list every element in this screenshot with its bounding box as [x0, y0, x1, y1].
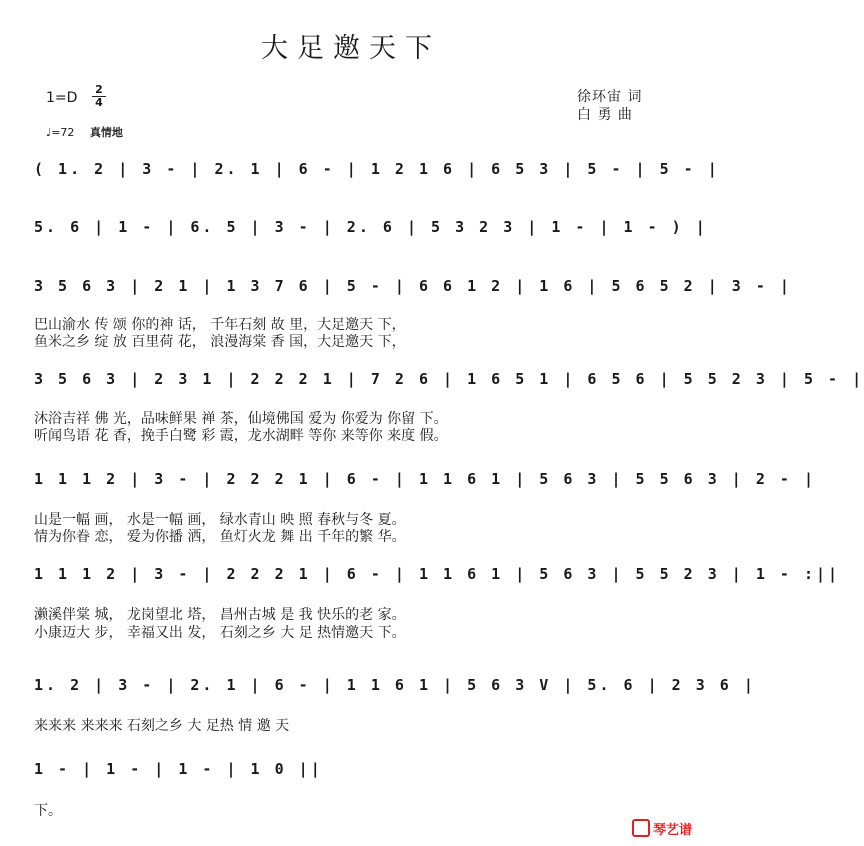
- song-title: 大足邀天下: [261, 33, 441, 64]
- tempo-value: ♩=72: [46, 126, 75, 139]
- notation-row-3: 3 5 6 3 | 2 1 | 1 3 7 6 | 5 - | 6 6 1 2 | 1 6 | 5 6 5 2 | 3 - |: [34, 277, 792, 295]
- expression-text: 真情地: [89, 126, 123, 139]
- lyric-row-3-verse-2: 鱼米之乡 绽 放 百里荷 花， 浪漫海棠 香 国，大足邀天 下，: [34, 334, 406, 350]
- time-top: 2: [95, 83, 103, 96]
- notation-row-5: 1 1 1 2 | 3 - | 2 2 2 1 | 6 - | 1 1 6 1 | 5 6 3 | 5 5 6 3 | 2 - |: [34, 470, 816, 488]
- lyric-row-5-verse-2: 情为你眷 恋， 爱为你播 洒， 鱼灯火龙 舞 出 千年的繁 华。: [34, 529, 406, 545]
- lyric-row-4-verse-1: 沐浴吉祥 佛 光，品味鲜果 禅 茶，仙境佛国 爱为 你爱为 你留 下。: [34, 411, 448, 427]
- brand-logo: [632, 819, 692, 838]
- lyric-row-3-verse-1: 巴山渝水 传 颂 你的神 话， 千年石刻 故 里，大足邀天 下，: [34, 317, 406, 333]
- tempo-marking: [46, 124, 123, 140]
- brand-text: 琴艺谱: [652, 823, 692, 838]
- lyric-row-5-verse-1: 山是一幅 画， 水是一幅 画， 绿水青山 映 照 春秋与冬 夏。: [34, 512, 406, 528]
- brand-icon: [632, 819, 650, 837]
- notation-row-8: 1 - | 1 - | 1 - | 1 0 ||: [34, 760, 323, 778]
- time-bottom: 4: [92, 96, 106, 109]
- lyric-row-8: 下。: [34, 803, 62, 819]
- composer-credit: 白 勇 曲: [577, 107, 633, 123]
- notation-row-1: ( 1. 2 | 3 - | 2. 1 | 6 - | 1 2 1 6 | 6 5 3 | 5 - | 5 - |: [34, 160, 720, 178]
- notation-row-6: 1 1 1 2 | 3 - | 2 2 2 1 | 6 - | 1 1 6 1 | 5 6 3 | 5 5 2 3 | 1 - :||: [34, 565, 841, 583]
- time-signature: [92, 84, 106, 109]
- notation-row-7: 1. 2 | 3 - | 2. 1 | 6 - | 1 1 6 1 | 5 6 3 V | 5. 6 | 2 3 6 |: [34, 676, 756, 694]
- lyric-row-6-verse-2: 小康迈大 步， 幸福又出 发， 石刻之乡 大 足 热情邀天 下。: [34, 625, 406, 641]
- lyric-row-7: 来来来 来来来 石刻之乡 大 足热 情 邀 天: [34, 718, 290, 734]
- key-signature: 1=D: [46, 90, 78, 106]
- lyric-row-6-verse-1: 濑溪伴棠 城， 龙岗望北 塔， 昌州古城 是 我 快乐的老 家。: [34, 607, 406, 623]
- lyric-row-4-verse-2: 听闻鸟语 花 香，挽手白鹭 彩 霞，龙水湖畔 等你 来等你 来度 假。: [34, 428, 448, 444]
- notation-row-4: 3 5 6 3 | 2 3 1 | 2 2 2 1 | 7 2 6 | 1 6 5 1 | 6 5 6 | 5 5 2 3 | 5 - |: [34, 370, 864, 388]
- lyricist-credit: 徐环宙 词: [577, 89, 643, 105]
- notation-row-2: 5. 6 | 1 - | 6. 5 | 3 - | 2. 6 | 5 3 2 3 | 1 - | 1 - ) |: [34, 218, 708, 236]
